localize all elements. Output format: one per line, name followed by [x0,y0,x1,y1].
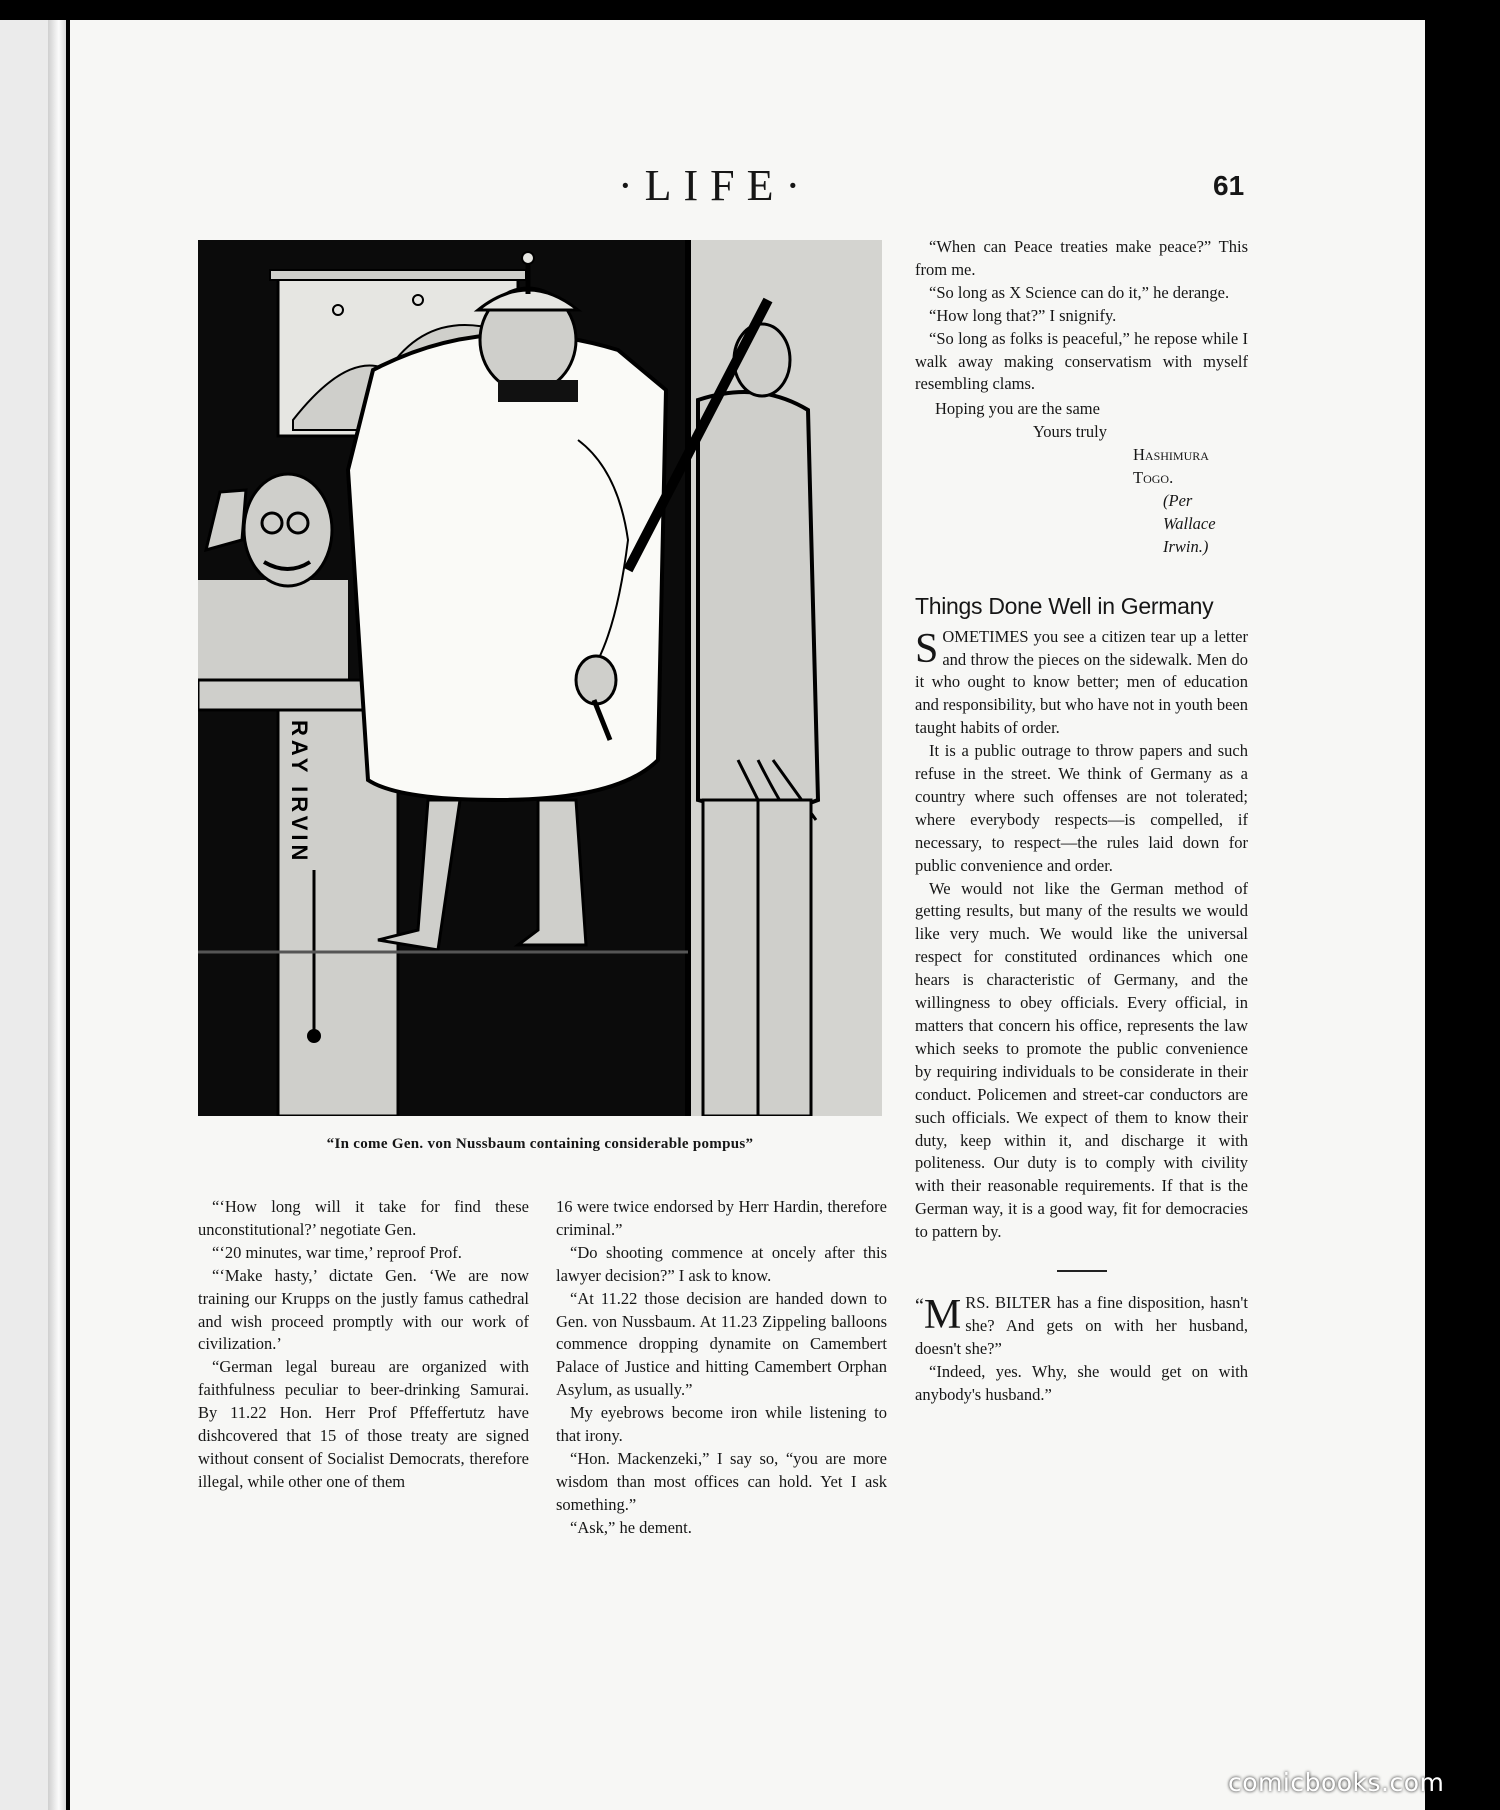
watermark: comicbooks.com [1228,1768,1445,1797]
paragraph: “Ask,” he dement. [570,1517,692,1537]
text-column-right [915,236,1248,1407]
left-page-edge [0,20,66,1810]
article-heading: Things Done Well in Germany [915,592,1214,619]
section-divider [1057,1270,1107,1272]
cartoon-signature: RAY IRVIN [287,720,312,865]
closing-line: Yours truly [1033,422,1107,442]
scan-border [1425,20,1500,1810]
paragraph: 16 were twice endorsed by Herr Hardin, therefore criminal.” [556,1197,887,1239]
letter-closing [915,398,1248,558]
text-column-left [198,1196,529,1494]
text-column-middle [556,1196,887,1540]
paragraph: “At 11.22 those decision are handed down to Gen. von Nussbaum. At 11.23 Zippeling balloons commence dropping dynamite on Camembert Palace of Justice and hitting Camembert Orphan Asylum, as usually.” [556,1288,887,1400]
closing-line: Hoping you are the same [935,399,1100,419]
paragraph: “‘How long will it take for find these unconstitutional?’ negotiate Gen. [198,1197,529,1239]
paragraph: “‘Make hasty,’ dictate Gen. ‘We are now training our Krupps on the justly famus cathedral and wish proceed promptly with our work of civilization.’ [198,1265,529,1354]
cartoon-caption: “In come Gen. von Nussbaum containing considerable pompus” [326,1136,754,1152]
article-paragraph: SOMETIMES you see a citizen tear up a letter and throw the pieces on the sidewalk. Men do it who ought to know better; men of education and responsibility, but who have not in youth been taught habits of order. [915,625,1249,738]
joke-paragraph: “Indeed, yes. Why, she would get on with anybody's husband.” [915,1361,1248,1404]
paragraph: “So long as X Science can do it,” he derange. [929,282,1230,302]
author-credit: (Per Wallace Irwin.) [1163,490,1216,556]
paragraph: “Hon. Mackenzeki,” I say so, “you are more wisdom than most offices can hold. Yet I ask something.” [556,1448,887,1514]
paragraph: “German legal bureau are organized with faithfulness peculiar to beer-drinking Samurai. By 11.22 Hon. Herr Prof Pffeffertutz have dishcovered that 15 of those treaty are signed without consent of Socialist Democrats, therefore illegal, while other one of them [198,1357,529,1491]
page-number: 61 [1213,170,1245,201]
paragraph: “So long as folks is peaceful,” he repose while I walk away making conservatism with myself resembling clams. [915,328,1248,394]
joke-paragraph: “ M RS. BILTER has a fine disposition, hasn't she? And gets on with her husband, doesn't she?” [915,1292,1248,1358]
cartoon-illustration [198,240,882,1116]
paragraph: “Do shooting commence at oncely after this lawyer decision?” I ask to know. [556,1242,887,1285]
masthead: ·LIFE· [618,161,813,210]
paragraph: “‘20 minutes, war time,’ reproof Prof. [212,1242,462,1262]
drop-cap: S [915,625,939,672]
paragraph: “When can Peace treaties make peace?” This from me. [915,237,1248,279]
article-paragraph: We would not like the German method of getting results, but many of the results we would like very much. We would like the universal respect for constituted ordinances which one hears is characteristic of Germany, and the willingness to obey officials. Every official, in matters that concern his office, represents the law which seeks to promote the public convenience by requiring individuals to be considerate in their conduct. Policemen and street-car conductors are such officials. We expect of them to know their duty, keep within it, and discharge it with politeness. Our duty is to comply with civility with their reasonable requirements. If that is the German way, it is a good way, fit for democracies to pattern by. [915,878,1248,1242]
drop-cap: M [923,1292,962,1339]
article-paragraph: It is a public outrage to throw papers and such refuse in the street. We think of Germany as a country where such offenses are not tolerated; where everybody respects—is compelled, if necessary, to respect—the rules laid down for public convenience and order. [915,741,1248,875]
open-quote: “ [915,1295,924,1318]
paragraph: “How long that?” I snignify. [929,305,1117,325]
paragraph: My eyebrows become iron while listening to that irony. [556,1403,887,1446]
author-signature: Hashimura Togo. [1133,445,1209,488]
